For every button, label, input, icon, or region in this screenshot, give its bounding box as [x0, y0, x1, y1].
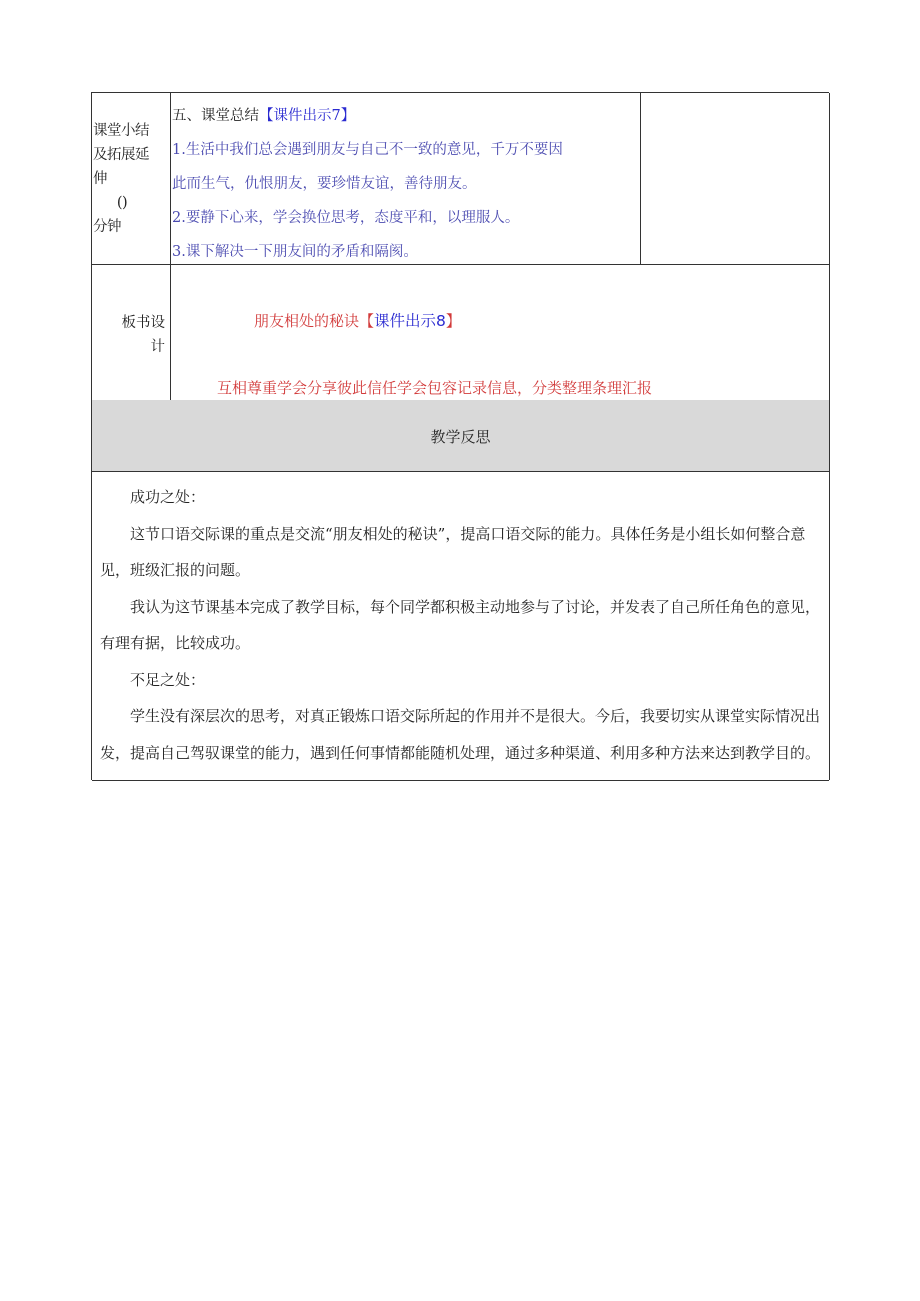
- reflection-paragraph: 这节口语交际课的重点是交流“朋友相处的秘诀”，提高口语交际的能力。具体任务是小组长如何整合意见，班级汇报的问题。: [100, 524, 806, 579]
- summary-item: 2.要静下心来，学会换位思考，态度平和，以理服人。: [172, 210, 520, 226]
- summary-content: [172, 103, 638, 269]
- summary-label-line: 课堂小结: [93, 123, 149, 139]
- reflection-header: 教学反思: [430, 428, 491, 446]
- summary-empty-cell: [640, 93, 830, 264]
- lesson-plan-table: [91, 92, 829, 780]
- board-label-line: 板书设: [121, 315, 165, 331]
- board-content-cell: [170, 264, 830, 400]
- reflection-content: [100, 479, 826, 771]
- board-title: [254, 309, 461, 331]
- reflection-paragraph: 学生没有深层次的思考，对真正锻炼口语交际所起的作用并不是很大。今后，我要切实从课堂实际情况出发，提高自己驾驭课堂的能力，遇到任何事情都能随机处理，通过多种渠道、利用多种方法来达到教学目的。: [100, 707, 821, 762]
- summary-item: 此而生气，仇恨朋友，要珍惜友谊，善待朋友。: [172, 176, 477, 192]
- summary-label-line: 及拓展延: [93, 147, 149, 163]
- summary-label-cell: [92, 93, 171, 264]
- summary-content-cell: [170, 93, 641, 264]
- summary-item: 3.课下解决一下朋友间的矛盾和隔阂。: [172, 244, 418, 260]
- board-label-line: 计: [150, 339, 165, 355]
- courseware-tag-8: 课件出示8: [374, 312, 446, 330]
- reflection-paragraph: 我认为这节课基本完成了教学目标，每个同学都积极主动地参与了讨论，并发表了自己所任角色的意见，有理有据，比较成功。: [100, 597, 821, 652]
- board-label: [92, 311, 169, 359]
- reflection-content-cell: [92, 471, 830, 780]
- summary-label: [93, 119, 169, 239]
- board-title-text: 朋友相处的秘诀: [254, 312, 360, 330]
- board-items: 互相尊重学会分享彼此信任学会包容记录信息，分类整理条理汇报: [217, 379, 653, 397]
- summary-heading: [172, 103, 638, 129]
- reflection-content-row: [92, 471, 829, 781]
- board-label-cell: [92, 264, 171, 400]
- courseware-tag-7: 【课件出示7】: [259, 108, 356, 124]
- summary-item: 1.生活中我们总会遇到朋友与自己不一致的意见，千万不要因: [172, 142, 563, 158]
- reflection-paragraph: 不足之处：: [130, 670, 206, 689]
- summary-label-line: (): [116, 195, 128, 211]
- board-tag-bracket-close: 】: [445, 312, 461, 330]
- reflection-header-row: [92, 400, 829, 472]
- summary-heading-text: 五、课堂总结: [172, 108, 259, 124]
- summary-label-line: 伸: [93, 171, 107, 187]
- board-tag-bracket-open: 【: [359, 312, 375, 330]
- summary-row: [92, 93, 829, 265]
- summary-label-line: 分钟: [93, 219, 121, 235]
- reflection-paragraph: 成功之处：: [130, 488, 206, 506]
- board-design-row: [92, 264, 829, 401]
- reflection-header-cell: [92, 400, 830, 471]
